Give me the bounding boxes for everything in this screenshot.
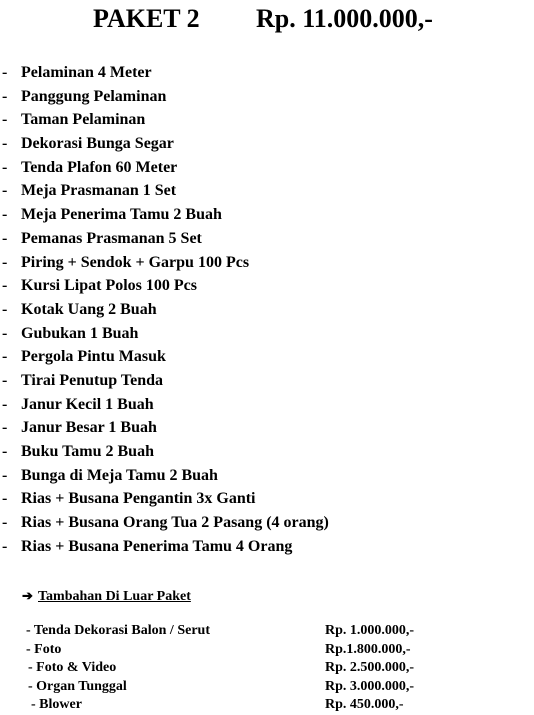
item-dash: - [2, 182, 8, 200]
item-label: Janur Besar 1 Buah [21, 419, 157, 437]
list-item [0, 298, 534, 322]
list-item [0, 369, 534, 393]
item-label: Rias + Busana Pengantin 3x Ganti [21, 490, 256, 508]
extra-price: Rp. 3.000.000,- [325, 678, 415, 694]
item-label: Kotak Uang 2 Buah [21, 300, 157, 318]
item-dash: - [2, 395, 8, 413]
item-dash: - [2, 206, 8, 224]
item-label: Tenda Plafon 60 Meter [21, 158, 178, 176]
arrowhead-bullet-icon: ➔ [22, 588, 33, 603]
item-label: Panggung Pelaminan [21, 87, 167, 105]
package-items-list [0, 61, 534, 558]
list-item [0, 274, 534, 298]
extra-name: - Foto [26, 641, 62, 657]
package-name: PAKET 2 [93, 4, 200, 33]
list-item [0, 440, 534, 464]
list-item [0, 345, 534, 369]
list-item [0, 61, 534, 85]
list-item [0, 487, 534, 511]
item-label: Kursi Lipat Polos 100 Pcs [21, 277, 198, 295]
item-dash: - [2, 490, 8, 508]
extra-name: - Organ Tunggal [28, 678, 127, 694]
item-label: Meja Penerima Tamu 2 Buah [21, 206, 222, 224]
item-label: Piring + Sendok + Garpu 100 Pcs [21, 253, 250, 271]
extras-heading-text: Tambahan Di Luar Paket [38, 589, 191, 604]
item-label: Rias + Busana Penerima Tamu 4 Orang [21, 537, 293, 555]
item-dash: - [2, 324, 8, 342]
package-price: Rp. 11.000.000,- [256, 4, 433, 33]
list-item [0, 535, 534, 559]
item-label: Buku Tamu 2 Buah [21, 443, 154, 460]
extra-price: Rp. 1.000.000,- [325, 623, 415, 638]
item-label: Meja Prasmanan 1 Set [21, 182, 177, 200]
extra-price: Rp. 450.000,- [325, 697, 404, 712]
item-label: Dekorasi Bunga Segar [21, 135, 174, 153]
extra-row [0, 641, 534, 660]
item-label: Tirai Penutup Tenda [21, 371, 163, 389]
extra-row [0, 678, 534, 697]
list-item [0, 322, 534, 346]
list-item [0, 203, 534, 227]
item-label: Janur Kecil 1 Buah [21, 395, 154, 413]
item-dash: - [2, 443, 8, 460]
extra-row [0, 696, 534, 715]
list-item [0, 227, 534, 251]
item-dash: - [2, 277, 8, 295]
item-dash: - [2, 348, 8, 366]
item-dash: - [2, 64, 8, 81]
item-dash: - [2, 300, 8, 318]
item-dash: - [2, 87, 8, 105]
list-item [0, 85, 534, 109]
extra-row [0, 659, 534, 678]
extras-price-list [0, 622, 534, 715]
item-label: Gubukan 1 Buah [21, 324, 139, 342]
item-dash: - [2, 229, 8, 247]
item-label: Bunga di Meja Tamu 2 Buah [21, 466, 218, 484]
item-dash: - [2, 135, 8, 153]
extra-price: Rp. 2.500.000,- [325, 660, 415, 675]
list-item [0, 251, 534, 275]
item-dash: - [2, 111, 8, 129]
extras-heading [22, 586, 191, 607]
list-item [0, 464, 534, 488]
item-label: Pelaminan 4 Meter [21, 64, 152, 81]
extra-name: - Tenda Dekorasi Balon / Serut [26, 623, 210, 638]
item-label: Rias + Busana Orang Tua 2 Pasang (4 orang) [21, 514, 329, 532]
extra-name: - Blower [31, 697, 82, 712]
item-dash: - [2, 371, 8, 389]
item-dash: - [2, 158, 8, 176]
list-item [0, 132, 534, 156]
list-item [0, 179, 534, 203]
item-dash: - [2, 514, 8, 532]
extra-row [0, 622, 534, 641]
item-label: Taman Pelaminan [21, 111, 146, 129]
item-dash: - [2, 537, 8, 555]
item-dash: - [2, 419, 8, 437]
extra-name: - Foto & Video [28, 660, 117, 675]
list-item [0, 416, 534, 440]
list-item [0, 393, 534, 417]
item-dash: - [2, 253, 8, 271]
list-item [0, 108, 534, 132]
item-label: Pergola Pintu Masuk [21, 348, 166, 366]
item-label: Pemanas Prasmanan 5 Set [21, 229, 202, 247]
extra-price: Rp.1.800.000,- [325, 641, 411, 657]
list-item [0, 156, 534, 180]
item-dash: - [2, 466, 8, 484]
list-item [0, 511, 534, 535]
